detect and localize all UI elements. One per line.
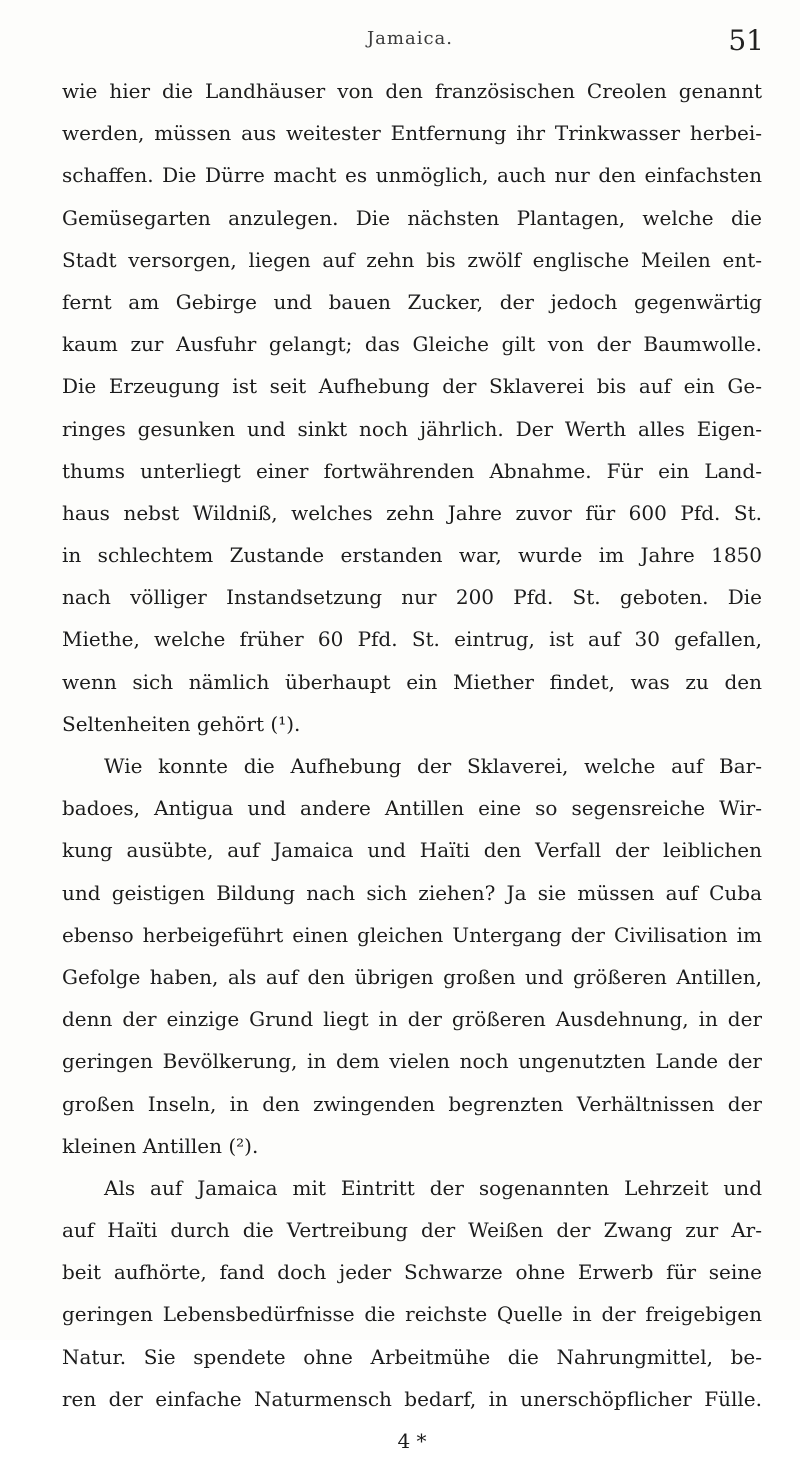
running-head-title: Jamaica. <box>366 28 454 49</box>
text-line: fernt am Gebirge und bauen Zucker, der jedoch gegenwärtig <box>62 289 762 314</box>
text-line: geringen Lebensbedürfnisse die reichste Quelle in der freigebigen <box>62 1302 762 1327</box>
text-line: kung ausübte, auf Jamaica und Haïti den Verfall der leiblichen <box>62 838 762 863</box>
text-line: wenn sich nämlich überhaupt ein Miether findet, was zu den <box>62 669 762 694</box>
page-number: 51 <box>728 24 764 57</box>
text-line: Wie konnte die Aufhebung der Sklaverei, welche auf Bar- <box>104 754 762 778</box>
text-line: Die Erzeugung ist seit Aufhebung der Sklaverei bis auf ein Ge- <box>62 374 762 399</box>
text-line: Seltenheiten gehört (¹). <box>62 711 301 736</box>
text-line: auf Haïti durch die Vertreibung der Weißen der Zwang zur Ar- <box>62 1218 762 1243</box>
text-line: Als auf Jamaica mit Eintritt der sogenannten Lehrzeit und <box>104 1175 762 1200</box>
text-line: und geistigen Bildung nach sich ziehen? Ja sie müssen auf Cuba <box>62 880 762 905</box>
text-line: Gefolge haben, als auf den übrigen großen und größeren Antillen, <box>62 964 762 989</box>
text-line: wie hier die Landhäuser von den französischen Creolen genannt <box>62 79 762 103</box>
text-line: denn der einzige Grund liegt in der größeren Ausdehnung, in der <box>62 1007 762 1032</box>
text-line: ebenso herbeigeführt einen gleichen Untergang der Civilisation im <box>62 922 762 947</box>
text-line: kaum zur Ausfuhr gelangt; das Gleiche gilt von der Baumwolle. <box>62 332 762 357</box>
text-line: schaffen. Die Dürre macht es unmöglich, auch nur den einfachsten <box>62 163 762 188</box>
text-line: nach völliger Instandsetzung nur 200 Pfd. St. geboten. Die <box>62 585 762 610</box>
text-line: beit aufhörte, fand doch jeder Schwarze ohne Erwerb für seine <box>62 1260 762 1285</box>
text-line: großen Inseln, in den zwingenden begrenzten Verhältnissen der <box>62 1091 762 1116</box>
text-line: Gemüsegarten anzulegen. Die nächsten Plantagen, welche die <box>62 205 762 230</box>
text-line: in schlechtem Zustande erstanden war, wurde im Jahre 1850 <box>62 543 762 568</box>
text-line: ringes gesunken und sinkt noch jährlich. Der Werth alles Eigen- <box>62 416 762 441</box>
text-line: kleinen Antillen (²). <box>62 1133 259 1158</box>
text-line: Natur. Sie spendete ohne Arbeitmühe die Nahrungmittel, be- <box>62 1344 762 1369</box>
text-line: haus nebst Wildniß, welches zehn Jahre zuvor für 600 Pfd. St. <box>62 500 762 525</box>
body-text <box>62 70 762 1462</box>
text-line: werden, müssen aus weitester Entfernung ihr Trinkwasser herbei- <box>62 121 762 146</box>
text-line: Miethe, welche früher 60 Pfd. St. eintrug, ist auf 30 gefallen, <box>62 627 762 652</box>
text-line: Stadt versorgen, liegen auf zehn bis zwölf englische Meilen ent- <box>62 247 762 272</box>
signature-mark: 4 * <box>397 1429 427 1453</box>
running-head <box>60 24 764 64</box>
text-line: thums unterliegt einer fortwährenden Abnahme. Für ein Land- <box>62 458 762 483</box>
text-line: geringen Bevölkerung, in dem vielen noch ungenutzten Lande der <box>62 1049 762 1074</box>
text-line: ren der einfache Naturmensch bedarf, in unerschöpflicher Fülle. <box>62 1386 762 1411</box>
text-line: badoes, Antigua und andere Antillen eine so segensreiche Wir- <box>62 796 762 821</box>
